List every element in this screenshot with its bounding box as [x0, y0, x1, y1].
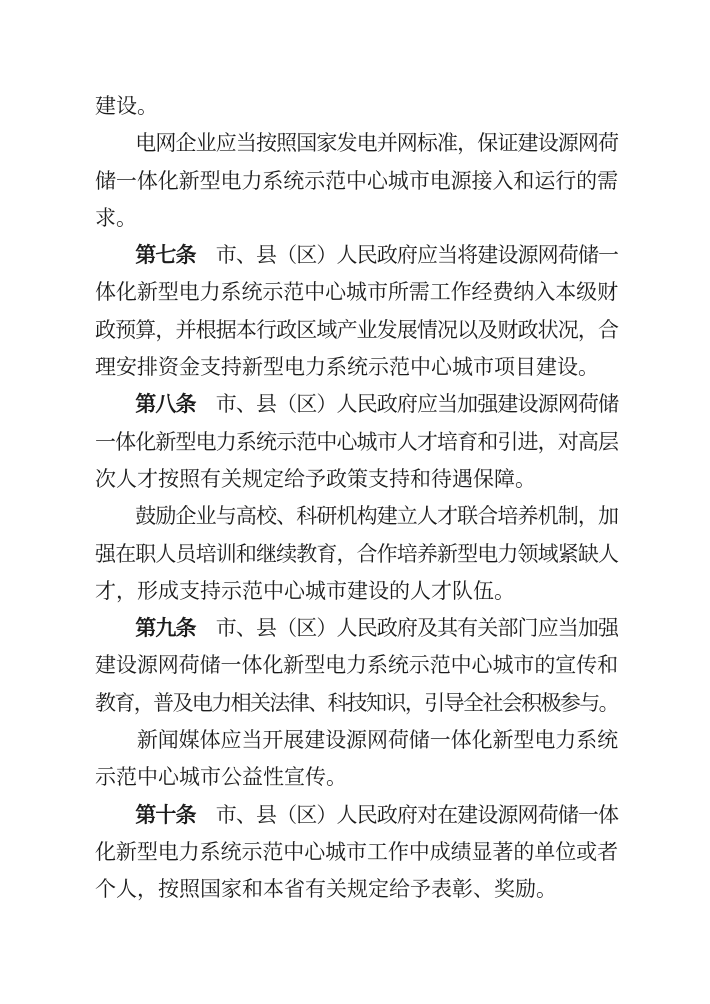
- document-text-block: [95, 88, 619, 909]
- paragraph-indent: [95, 617, 135, 640]
- document-line: [95, 573, 619, 610]
- document-line: [95, 722, 619, 759]
- line-text: 理安排资金支持新型电力系统示范中心城市项目建设。: [95, 356, 599, 380]
- line-text: 市、县（区）人民政府应当将建设源网荷储一: [195, 244, 619, 268]
- document-line: [95, 797, 619, 834]
- document-line: [95, 647, 619, 684]
- document-line: [95, 685, 619, 722]
- line-text: 市、县（区）人民政府对在建设源网荷储一体: [195, 803, 619, 827]
- paragraph-indent: [95, 393, 135, 416]
- line-text: 政预算，并根据本行政区域产业发展情况以及财政状况，合: [95, 318, 619, 342]
- line-text: 储一体化新型电力系统示范中心城市电源接入和运行的需: [95, 169, 618, 193]
- line-text: 求。: [95, 206, 137, 230]
- article-number: 第八条: [135, 393, 196, 417]
- line-text: 市、县（区）人民政府应当加强建设源网荷储: [195, 393, 619, 417]
- document-line: [95, 125, 619, 162]
- document-line: [95, 163, 619, 200]
- document-line: [95, 274, 619, 311]
- document-line: [95, 759, 619, 796]
- paragraph-indent: [95, 244, 135, 267]
- article-number: 第十条: [135, 803, 196, 827]
- line-text: 新闻媒体应当开展建设源网荷储一体化新型电力系统: [136, 729, 619, 753]
- line-text: 建设源网荷储一体化新型电力系统示范中心城市的宣传和: [95, 654, 618, 678]
- paragraph-indent: [95, 729, 137, 752]
- line-text: 示范中心城市公益性宣传。: [95, 766, 347, 790]
- paragraph-indent: [95, 132, 135, 155]
- document-line: [95, 88, 619, 125]
- line-text: 电网企业应当按照国家发电并网标准，保证建设源网荷: [135, 132, 619, 156]
- paragraph-indent: [95, 804, 135, 827]
- line-text: 个人，按照国家和本省有关规定给予表彰、奖励。: [95, 878, 557, 902]
- line-text: 体化新型电力系统示范中心城市所需工作经费纳入本级财: [95, 281, 618, 305]
- paragraph-indent: [95, 505, 135, 528]
- line-text: 强在职人员培训和继续教育，合作培养新型电力领域紧缺人: [95, 542, 619, 566]
- document-line: [95, 424, 619, 461]
- line-text: 鼓励企业与高校、科研机构建立人才联合培养机制，加: [135, 505, 619, 529]
- line-text: 教育，普及电力相关法律、科技知识，引导全社会积极参与。: [95, 691, 618, 715]
- document-line: [95, 536, 619, 573]
- document-line: [95, 386, 619, 423]
- document-line: [95, 349, 619, 386]
- document-line: [95, 871, 619, 908]
- document-line: [95, 834, 619, 871]
- document-line: [95, 610, 619, 647]
- line-text: 化新型电力系统示范中心城市工作中成绩显著的单位或者: [95, 840, 618, 864]
- line-text: 才，形成支持示范中心城市建设的人才队伍。: [95, 579, 515, 603]
- line-text: 一体化新型电力系统示范中心城市人才培育和引进，对高层: [95, 430, 619, 454]
- line-text: 次人才按照有关规定给予政策支持和待遇保障。: [95, 467, 536, 491]
- article-number: 第七条: [135, 244, 196, 268]
- document-line: [95, 312, 619, 349]
- article-number: 第九条: [135, 617, 196, 641]
- document-line: [95, 461, 619, 498]
- line-text: 市、县（区）人民政府及其有关部门应当加强: [195, 617, 619, 641]
- document-line: [95, 200, 619, 237]
- document-line: [95, 498, 619, 535]
- document-line: [95, 237, 619, 274]
- line-text: 建设。: [95, 95, 158, 118]
